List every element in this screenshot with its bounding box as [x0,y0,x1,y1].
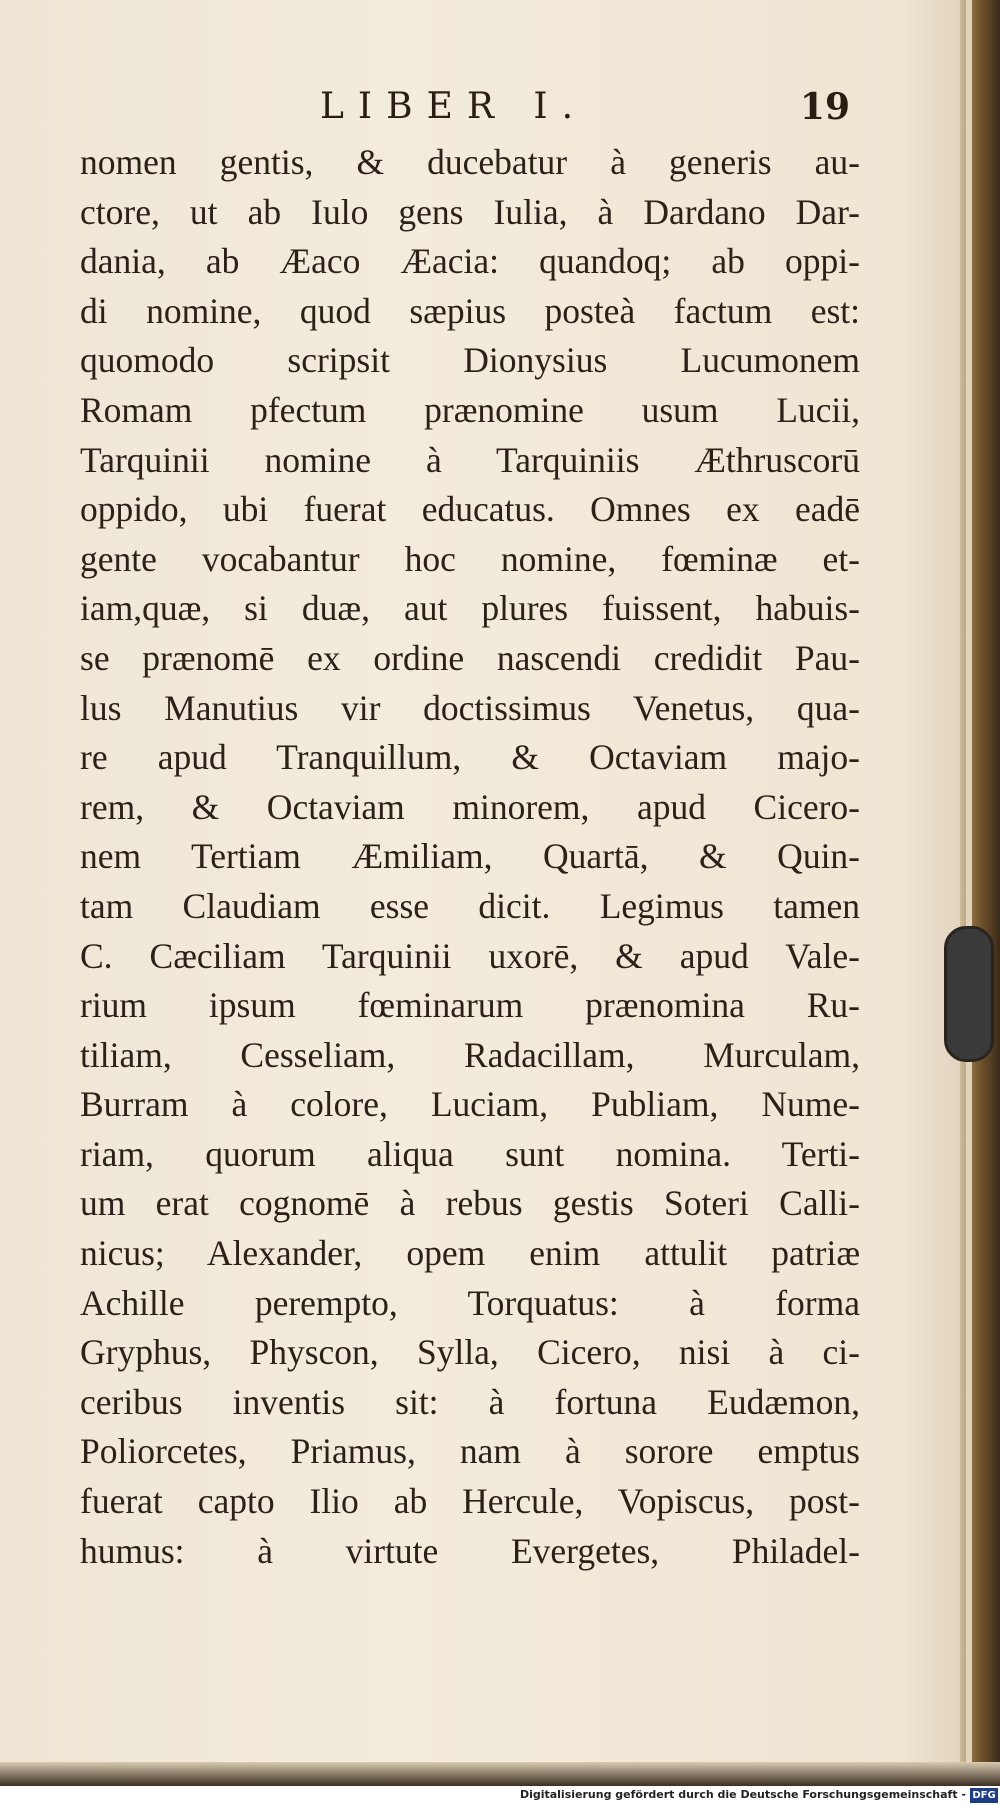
text-line: um erat cognomē à rebus gestis Soteri Calli- [80,1183,860,1224]
text-line: rium ipsum fœminarum prænomina Ru- [80,985,860,1026]
text-line: Poliorcetes, Priamus, nam à sorore emptus [80,1431,860,1472]
dfg-logo: DFG [970,1788,998,1803]
text-line: di nomine, quod sæpius posteà factum est: [80,290,860,331]
page-bottom-shadow [0,1762,1000,1786]
text-line: humus: à virtute Evergetes, Philadel- [80,1530,860,1571]
text-line: ctore, ut ab Iulo gens Iulia, à Dardano Dar- [80,191,860,232]
body-text [80,138,860,1576]
text-line: oppido, ubi fuerat educatus. Omnes ex eadē [80,489,860,530]
text-line: re apud Tranquillum, & Octaviam majo- [80,737,860,778]
text-line: nem Tertiam Æmiliam, Quartā, & Quin- [80,836,860,877]
text-line: Tarquinii nomine à Tarquiniis Æthruscorū [80,439,860,480]
clip-mark [944,926,994,1062]
text-line: Burram à colore, Luciam, Publiam, Nume- [80,1084,860,1125]
text-line: lus Manutius vir doctissimus Venetus, qua- [80,687,860,728]
text-line: tiliam, Cesseliam, Radacillam, Murculam, [80,1034,860,1075]
text-line: riam, quorum aliqua sunt nomina. Terti- [80,1133,860,1174]
running-head [80,82,860,134]
text-line: tam Claudiam esse dicit. Legimus tamen [80,885,860,926]
text-line: nomen gentis, & ducebatur à generis au- [80,142,860,182]
text-line: C. Cæciliam Tarquinii uxorē, & apud Vale- [80,935,860,976]
text-line: quomodo scripsit Dionysius Lucumonem [80,340,860,381]
text-line: Achille perempto, Torquatus: à forma [80,1282,860,1323]
text-line: gente vocabantur hoc nomine, fœminæ et- [80,538,860,579]
text-line: nicus; Alexander, opem enim attulit patriæ [80,1233,860,1274]
running-title: LIBER I. [320,86,588,127]
text-line: dania, ab Æaco Æacia: quandoq; ab oppi- [80,241,860,282]
text-line: rem, & Octaviam minorem, apud Cicero- [80,786,860,827]
text-line: se prænomē ex ordine nascendi credidit Pau- [80,637,860,678]
text-line: Romam pfectum prænomine usum Lucii, [80,389,860,430]
text-line: fuerat capto Ilio ab Hercule, Vopiscus, post- [80,1481,860,1522]
text-line: ceribus inventis sit: à fortuna Eudæmon, [80,1381,860,1422]
digitization-footer [0,1786,1000,1806]
text-line: iam,quæ, si duæ, aut plures fuissent, habuis- [80,588,860,629]
book-page [80,82,860,1576]
page-edge [960,0,966,1780]
text-line: Gryphus, Physcon, Sylla, Cicero, nisi à ci- [80,1332,860,1373]
book-spine-edge [972,0,1000,1806]
page-number: 19 [799,86,850,128]
funding-credit: Digitalisierung gefördert durch die Deutsche Forschungsgemeinschaft - [519,1788,966,1801]
